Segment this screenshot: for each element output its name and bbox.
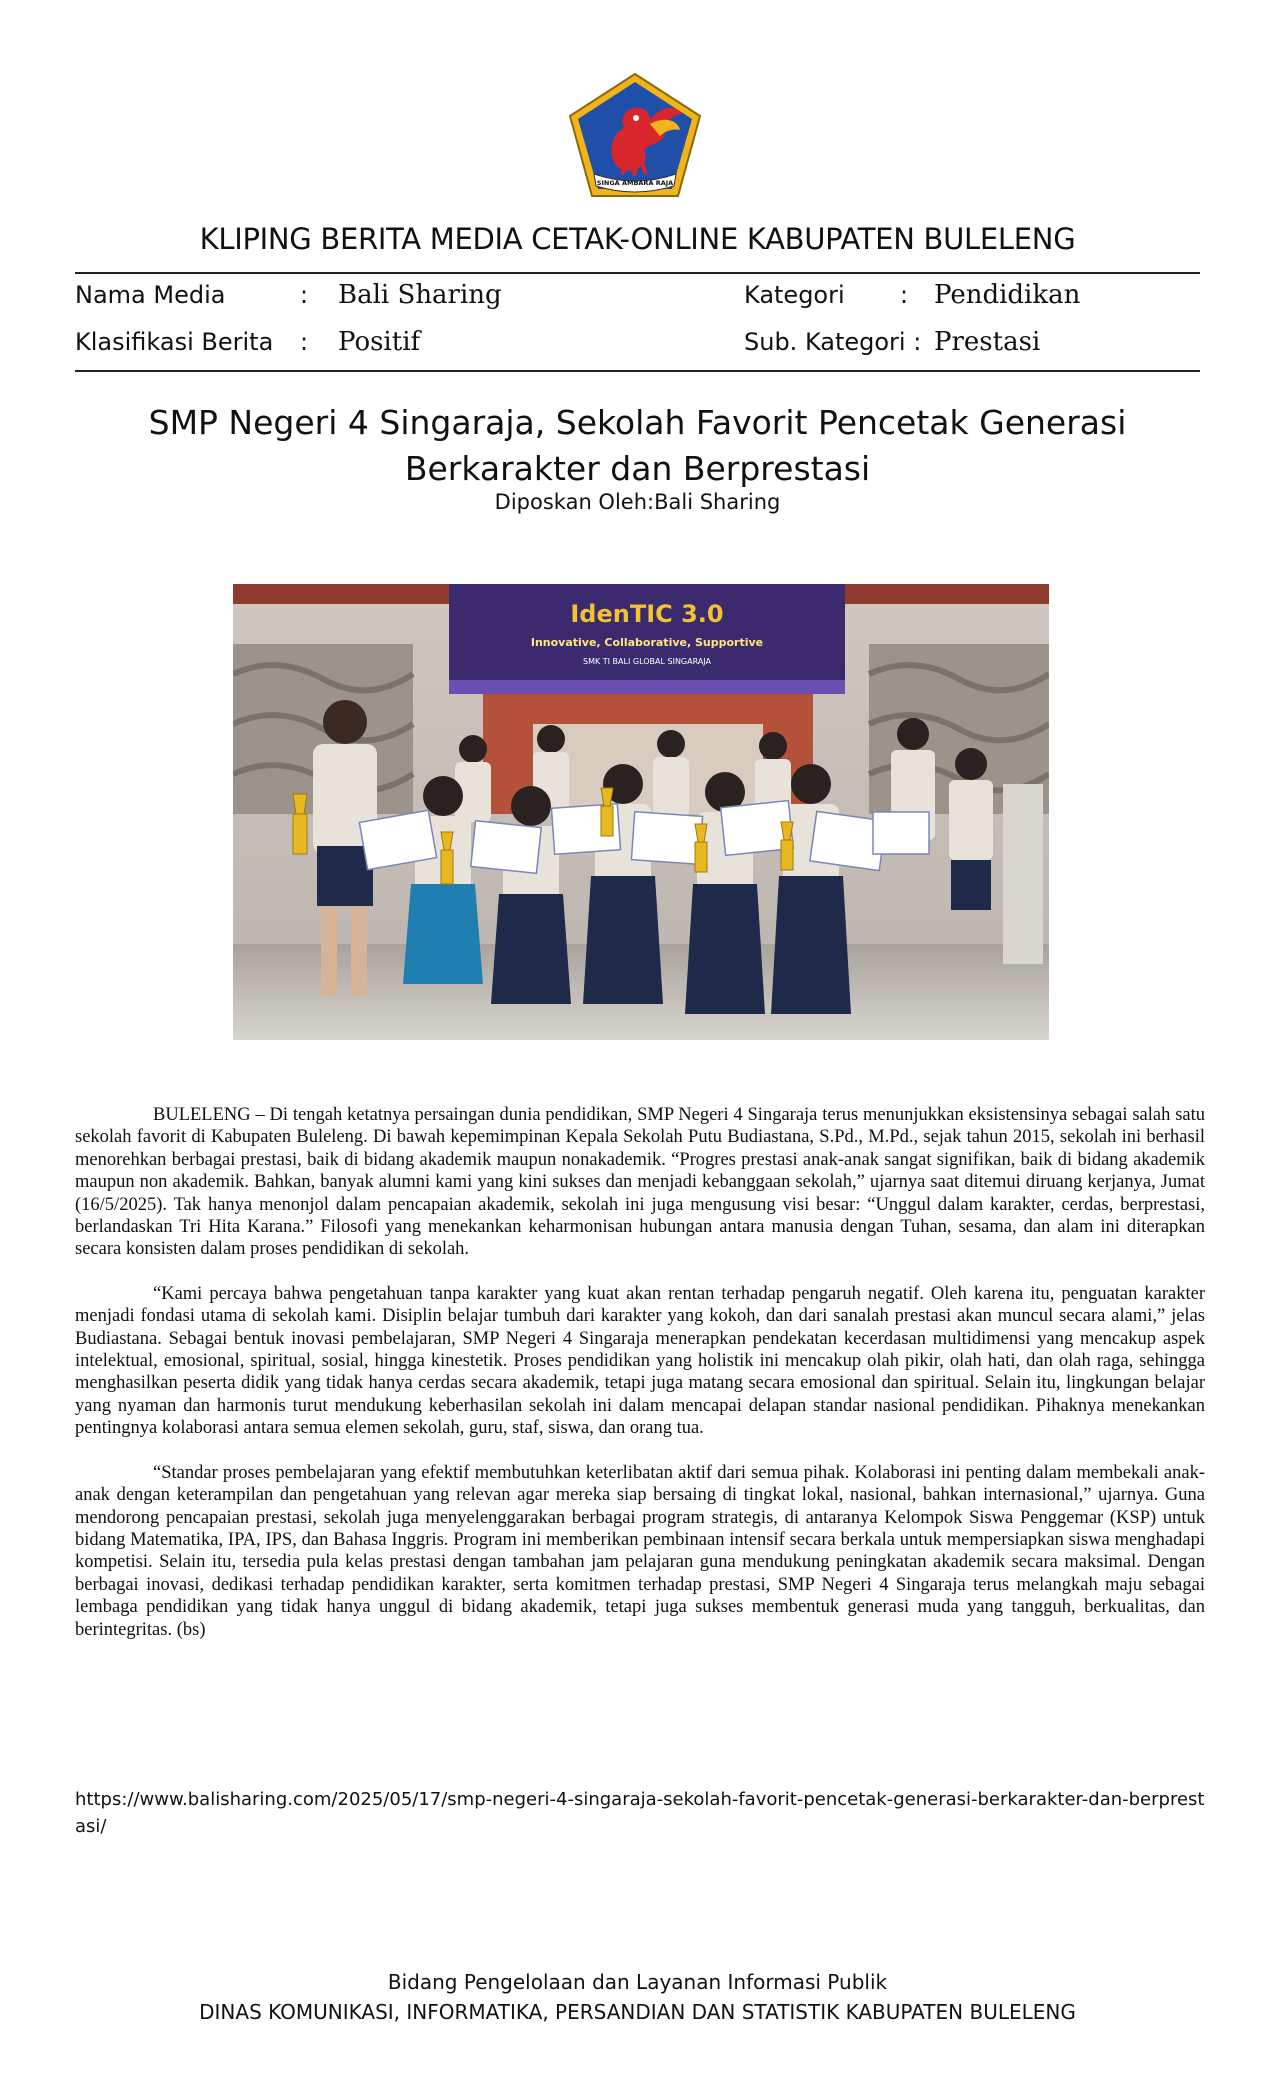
divider-top — [75, 272, 1200, 274]
kategori-colon: : — [900, 281, 909, 309]
klasifikasi-value: Positif — [338, 327, 421, 357]
banner-title: IdenTIC 3.0 — [570, 600, 724, 628]
banner-subtitle: Innovative, Collaborative, Supportive — [530, 636, 764, 649]
klasifikasi-label: Klasifikasi Berita — [75, 328, 274, 356]
subkategori-value: Prestasi — [934, 327, 1041, 357]
emblem-text: SINGA AMBARA RAJA — [596, 179, 674, 187]
footer-division: Bidang Pengelolaan dan Layanan Informasi Publik — [387, 1970, 888, 1994]
divider-bottom — [75, 370, 1200, 372]
article-paragraph-1: BULELENG – Di tengah ketatnya persaingan dunia pendidikan, SMP Negeri 4 Singaraja terus menunjukkan eksistensinya sebagai salah satu sekolah favorit di Kabupaten Buleleng. Di bawah kepemimpinan Kepala Sekolah Putu Budiastana, S.Pd., M.Pd., sejak tahun 2015, sekolah ini berhasil menorehkan berbagai prestasi, baik di bidang akademik maupun nonakademik. “Progres prestasi anak-anak sangat signifikan, baik di bidang akademik maupun non akademik. Bahkan, banyak alumni kami yang kini sukses dan menjadi kebanggaan sekolah,” ujarnya saat ditemui diruang kerjanya, Jumat (16/5/2025). Tak hanya menonjol dalam pencapaian akademik, sekolah ini juga mengusung visi besar: “Unggul dalam karakter, cerdas, berprestasi, berlandaskan Tri Hita Karana.” Filosofi yang menekankan keharmonisan hubungan antara manusia dengan Tuhan, sesama, dan alam ini diterapkan secara konsisten dalam proses pendidikan di sekolah. — [75, 1105, 1205, 1260]
article-photo — [233, 584, 1049, 1040]
klasifikasi-colon: : — [300, 328, 309, 356]
subkategori-label: Sub. Kategori : — [744, 328, 922, 356]
banner-caption: SMK TI BALI GLOBAL SINGARAJA — [583, 657, 711, 666]
source-url-link[interactable]: https://www.balisharing.com/2025/05/17/smp-negeri-4-singaraja-sekolah-favorit-pencetak-generasi-berkarakter-dan-berprestasi/ — [75, 1789, 1205, 1837]
article-byline: Diposkan Oleh:Bali Sharing — [494, 490, 781, 514]
kategori-label: Kategori — [744, 281, 845, 309]
article-paragraph-2: “Kami percaya bahwa pengetahuan tanpa karakter yang kuat akan rentan terhadap pengaruh negatif. Oleh karena itu, penguatan karakter menjadi fondasi utama di sekolah kami. Disiplin belajar tumbuh dari karakter yang kokoh, dan dari sanalah prestasi akan muncul secara alami,” jelas Budiastana. Sebagai bentuk inovasi pembelajaran, SMP Negeri 4 Singaraja menerapkan pendekatan kecerdasan multidimensi yang mencakup aspek intelektual, emosional, spiritual, sosial, hingga kinestetik. Proses pendidikan yang holistik ini mencakup olah pikir, olah hati, dan olah raga, sehingga menghasilkan peserta didik yang tidak hanya cerdas secara akademik, tetapi juga matang secara emosional dan spiritual. Selain itu, lingkungan belajar yang nyaman dan harmonis turut mendukung keberhasilan sekolah ini dalam mencapai delapan standar nasional pendidikan. Pihaknya menekankan pentingnya kolaborasi antara semua elemen sekolah, guru, staf, siswa, dan orang tua. — [75, 1283, 1205, 1439]
nama-media-label: Nama Media — [75, 281, 226, 309]
singa-ambara-raja-emblem-icon — [564, 70, 706, 202]
kategori-value: Pendidikan — [934, 280, 1081, 310]
nama-media-colon: : — [300, 281, 309, 309]
clipping-title: KLIPING BERITA MEDIA CETAK-ONLINE KABUPATEN BULELENG — [199, 222, 1076, 256]
nama-media-value: Bali Sharing — [338, 280, 502, 310]
article-body — [75, 1104, 1205, 1663]
article-paragraph-3: “Standar proses pembelajaran yang efektif membutuhkan keterlibatan aktif dari semua pihak. Kolaborasi ini penting dalam membekali anak-anak dengan keterampilan dan pengetahuan yang relevan agar mereka siap bersaing di tingkat lokal, nasional, bahkan internasional,” ujarnya. Guna mendorong pencapaian prestasi, sekolah juga menyelenggarakan berbagai program strategis, di antaranya Kelompok Siswa Penggemar (KSP) untuk bidang Matematika, IPA, IPS, dan Bahasa Inggris. Program ini memberikan pembinaan intensif secara berkala untuk mempersiapkan siswa menghadapi kompetisi. Selain itu, tersedia pula kelas prestasi dengan tambahan jam pelajaran guna mendukung peningkatan akademik secara maksimal. Dengan berbagai inovasi, dedikasi terhadap pendidikan karakter, serta komitmen terhadap prestasi, SMP Negeri 4 Singaraja terus melangkah maju sebagai lembaga pendidikan yang tidak hanya unggul di bidang akademik, tetapi juga sukses membentuk generasi muda yang tangguh, berkualitas, dan berintegritas. (bs) — [75, 1462, 1205, 1640]
article-headline: SMP Negeri 4 Singaraja, Sekolah Favorit Pencetak Generasi Berkarakter dan Berprestasi — [148, 403, 1127, 488]
footer-agency: DINAS KOMUNIKASI, INFORMATIKA, PERSANDIAN DAN STATISTIK KABUPATEN BULELENG — [199, 2000, 1076, 2024]
